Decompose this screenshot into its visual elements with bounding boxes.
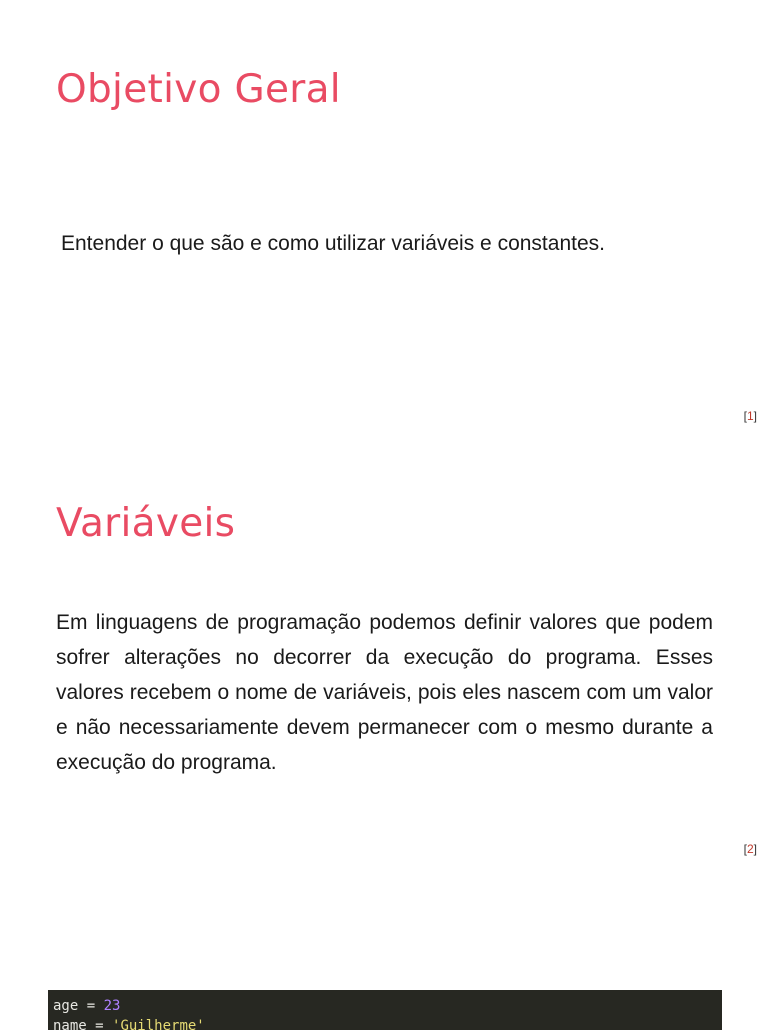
code-block	[48, 990, 722, 1030]
code-line	[53, 996, 722, 1016]
code-operator: =	[86, 1018, 113, 1030]
code-line	[53, 1016, 722, 1030]
footnote-number: 1	[746, 409, 754, 423]
objective-paragraph: Entender o que são e como utilizar variáveis e constantes.	[61, 232, 605, 255]
footnote-number: 2	[746, 842, 754, 856]
footnote-ref-1[interactable]: [1]	[743, 409, 757, 423]
code-number-literal: 23	[103, 998, 121, 1014]
code-identifier: age	[53, 998, 79, 1014]
heading-objetivo-geral: Objetivo Geral	[56, 67, 341, 112]
variables-paragraph: Em linguagens de programação podemos definir valores que podem sofrer alterações no decorrer da execução do programa. Esses valores recebem o nome de variáveis, pois eles nascem com um valor e não necessariamente devem permanecer com o mesmo durante a execução do programa.	[56, 611, 713, 774]
heading-variaveis: Variáveis	[56, 501, 236, 546]
code-identifier: name	[53, 1018, 87, 1030]
code-operator: =	[78, 998, 104, 1014]
code-string-literal: 'Guilherme'	[112, 1018, 205, 1030]
footnote-ref-2[interactable]: [2]	[743, 842, 757, 856]
